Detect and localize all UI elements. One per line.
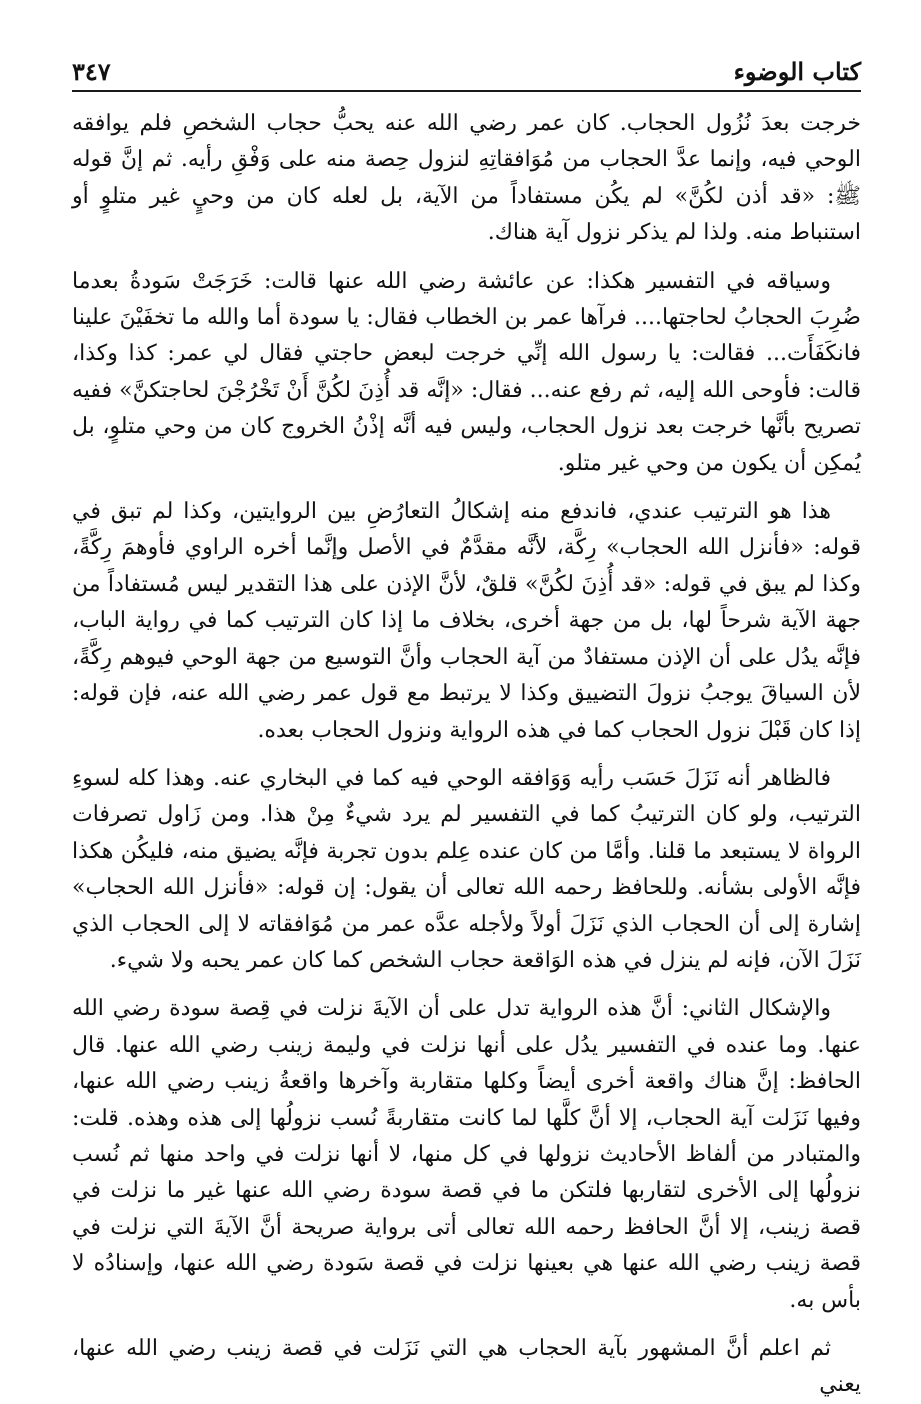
- page-body: [72, 106, 861, 1404]
- page-header: [72, 50, 861, 92]
- paragraph-6: ثم اعلم أنَّ المشهور بآية الحجاب هي التي نَزَلت في قصة زينب رضي الله عنها، يعني: [72, 1336, 861, 1398]
- book-title: كتاب الوضوء: [733, 57, 861, 86]
- page-number: ٣٤٧: [72, 57, 111, 86]
- paragraph-2: وسياقه في التفسير هكذا: عن عائشة رضي الله عنها قالت: خَرَجَتْ سَودةُ بعدما ضُرِبَ الحجابُ لحاجتها.... فرآها عمر بن الخطاب فقال: يا سودة أما والله ما تخفَيْنَ علينا فانكَفَأَت... فقالت: يا رسول الله إنِّي خرجت لبعض حاجتي فقال لي عمر: كذا وكذا، قالت: فأوحى الله إليه، ثم رفع عنه... فقال: «إنَّه قد أُذِنَ لكُنَّ أَنْ تَخْرُجْنَ لحاجتكنَّ» ففيه تصريح بأنَّها خرجت بعد نزول الحجاب، وليس فيه أنَّه إذْنُ الخروج كان من وحي متلوٍ، بل يُمكِن أن يكون من وحي غير متلو.: [72, 268, 861, 476]
- paragraph-1: خرجت بعدَ نُزُول الحجاب. كان عمر رضي الله عنه يحبُّ حجاب الشخصِ فلم يوافقه الوحي فيه، وإنما عدَّ الحجاب من مُوَافقاتِهِ لنزول حِصة منه على وَفْقِ رأيه. ثم إنَّ قوله ﷺ: «قد أذن لكُنَّ» لم يكُن مستفاداً من الآية، بل لعله كان من وحيٍ غير متلوٍ أو استنباط منه. ولذا لم يذكر نزول آية هناك.: [72, 111, 861, 246]
- paragraph-5: والإشكال الثاني: أنَّ هذه الرواية تدل على أن الآيةَ نزلت في قِصة سودة رضي الله عنها. وما عنده في التفسير يدُل على أنها نزلت في وليمة زينب رضي الله عنها. قال الحافظ: إنَّ هناك واقعة أخرى أيضاً وكلها متقاربة وآخرها واقعةُ زينب رضي الله عنها، وفيها نَزَلت آية الحجاب، إلا أنَّ كلَّها لما كانت متقاربةً نُسب نزولُها إلى هذه وهذه. قلت: والمتبادر من ألفاظ الأحاديث نزولها في كل منها، لا أنها نزلت في واحد منها ثم نُسب نزولُها إلى الأخرى لتقاربها فلتكن ما في قصة سودة رضي الله عنها غير ما نزلت في قصة زينب، إلا أنَّ الحافظ رحمه الله تعالى أتى برواية صريحة أنَّ الآيةَ التي نزلت في قصة زينب رضي الله عنها هي بعينها نزلت في قصة سَودة رضي الله عنها، وإسنادُه لا بأس به.: [72, 996, 861, 1313]
- paragraph-4: فالظاهر أنه نَزَلَ حَسَب رأيه وَوَافقه الوحي فيه كما في البخاري عنه. وهذا كله لسوءِ الترتيب، ولو كان الترتيبُ كما في التفسير لم يرد شيءٌ مِنْ هذا. ومن زَاول تصرفات الرواة لا يستبعد ما قلنا. وأمَّا من كان عنده عِلم بدون تجربة فإنَّه يضيق منه، فليكُن هكذا فإنَّه الأولى بشأنه. وللحافظ رحمه الله تعالى أن يقول: إن قوله: «فأنزل الله الحجاب» إشارة إلى أن الحجاب الذي نَزَلَ أولاً ولأجله عدَّه عمر من مُوَافقاته لا إلى الحجاب الذي نَزَلَ الآن، فإنه لم ينزل في هذه الوَاقعة حجاب الشخص كما كان عمر يحبه ولا شيء.: [72, 765, 861, 973]
- paragraph-3: هذا هو الترتيب عندي، فاندفع منه إشكالُ التعارُضِ بين الروايتين، وكذا لم تبق في قوله: «فأنزل الله الحجاب» رِكَّة، لأنَّه مقدَّمٌ في الأصل وإنَّما أخره الراوي فأوهمَ رِكَّةً، وكذا لم يبق في قوله: «قد أُذِنَ لكُنَّ» قلقٌ، لأنَّ الإذن على هذا التقدير ليس مُستفاداً من جهة الآية شرحاً لها، بل من جهة أخرى، بخلاف ما إذا كان الترتيب كما في رواية الباب، فإنَّه يدُل على أن الإذن مستفادٌ من آية الحجاب وأنَّ التوسيع من جهة الوحي فيوهم رِكَّةً، لأن السياقَ يوجبُ نزولَ التضييق وكذا لا يرتبط مع قول عمر رضي الله عنه، فإن قوله: إذا كان قَبْلَ نزول الحجاب كما في هذه الرواية ونزول الحجاب بعده.: [72, 499, 861, 743]
